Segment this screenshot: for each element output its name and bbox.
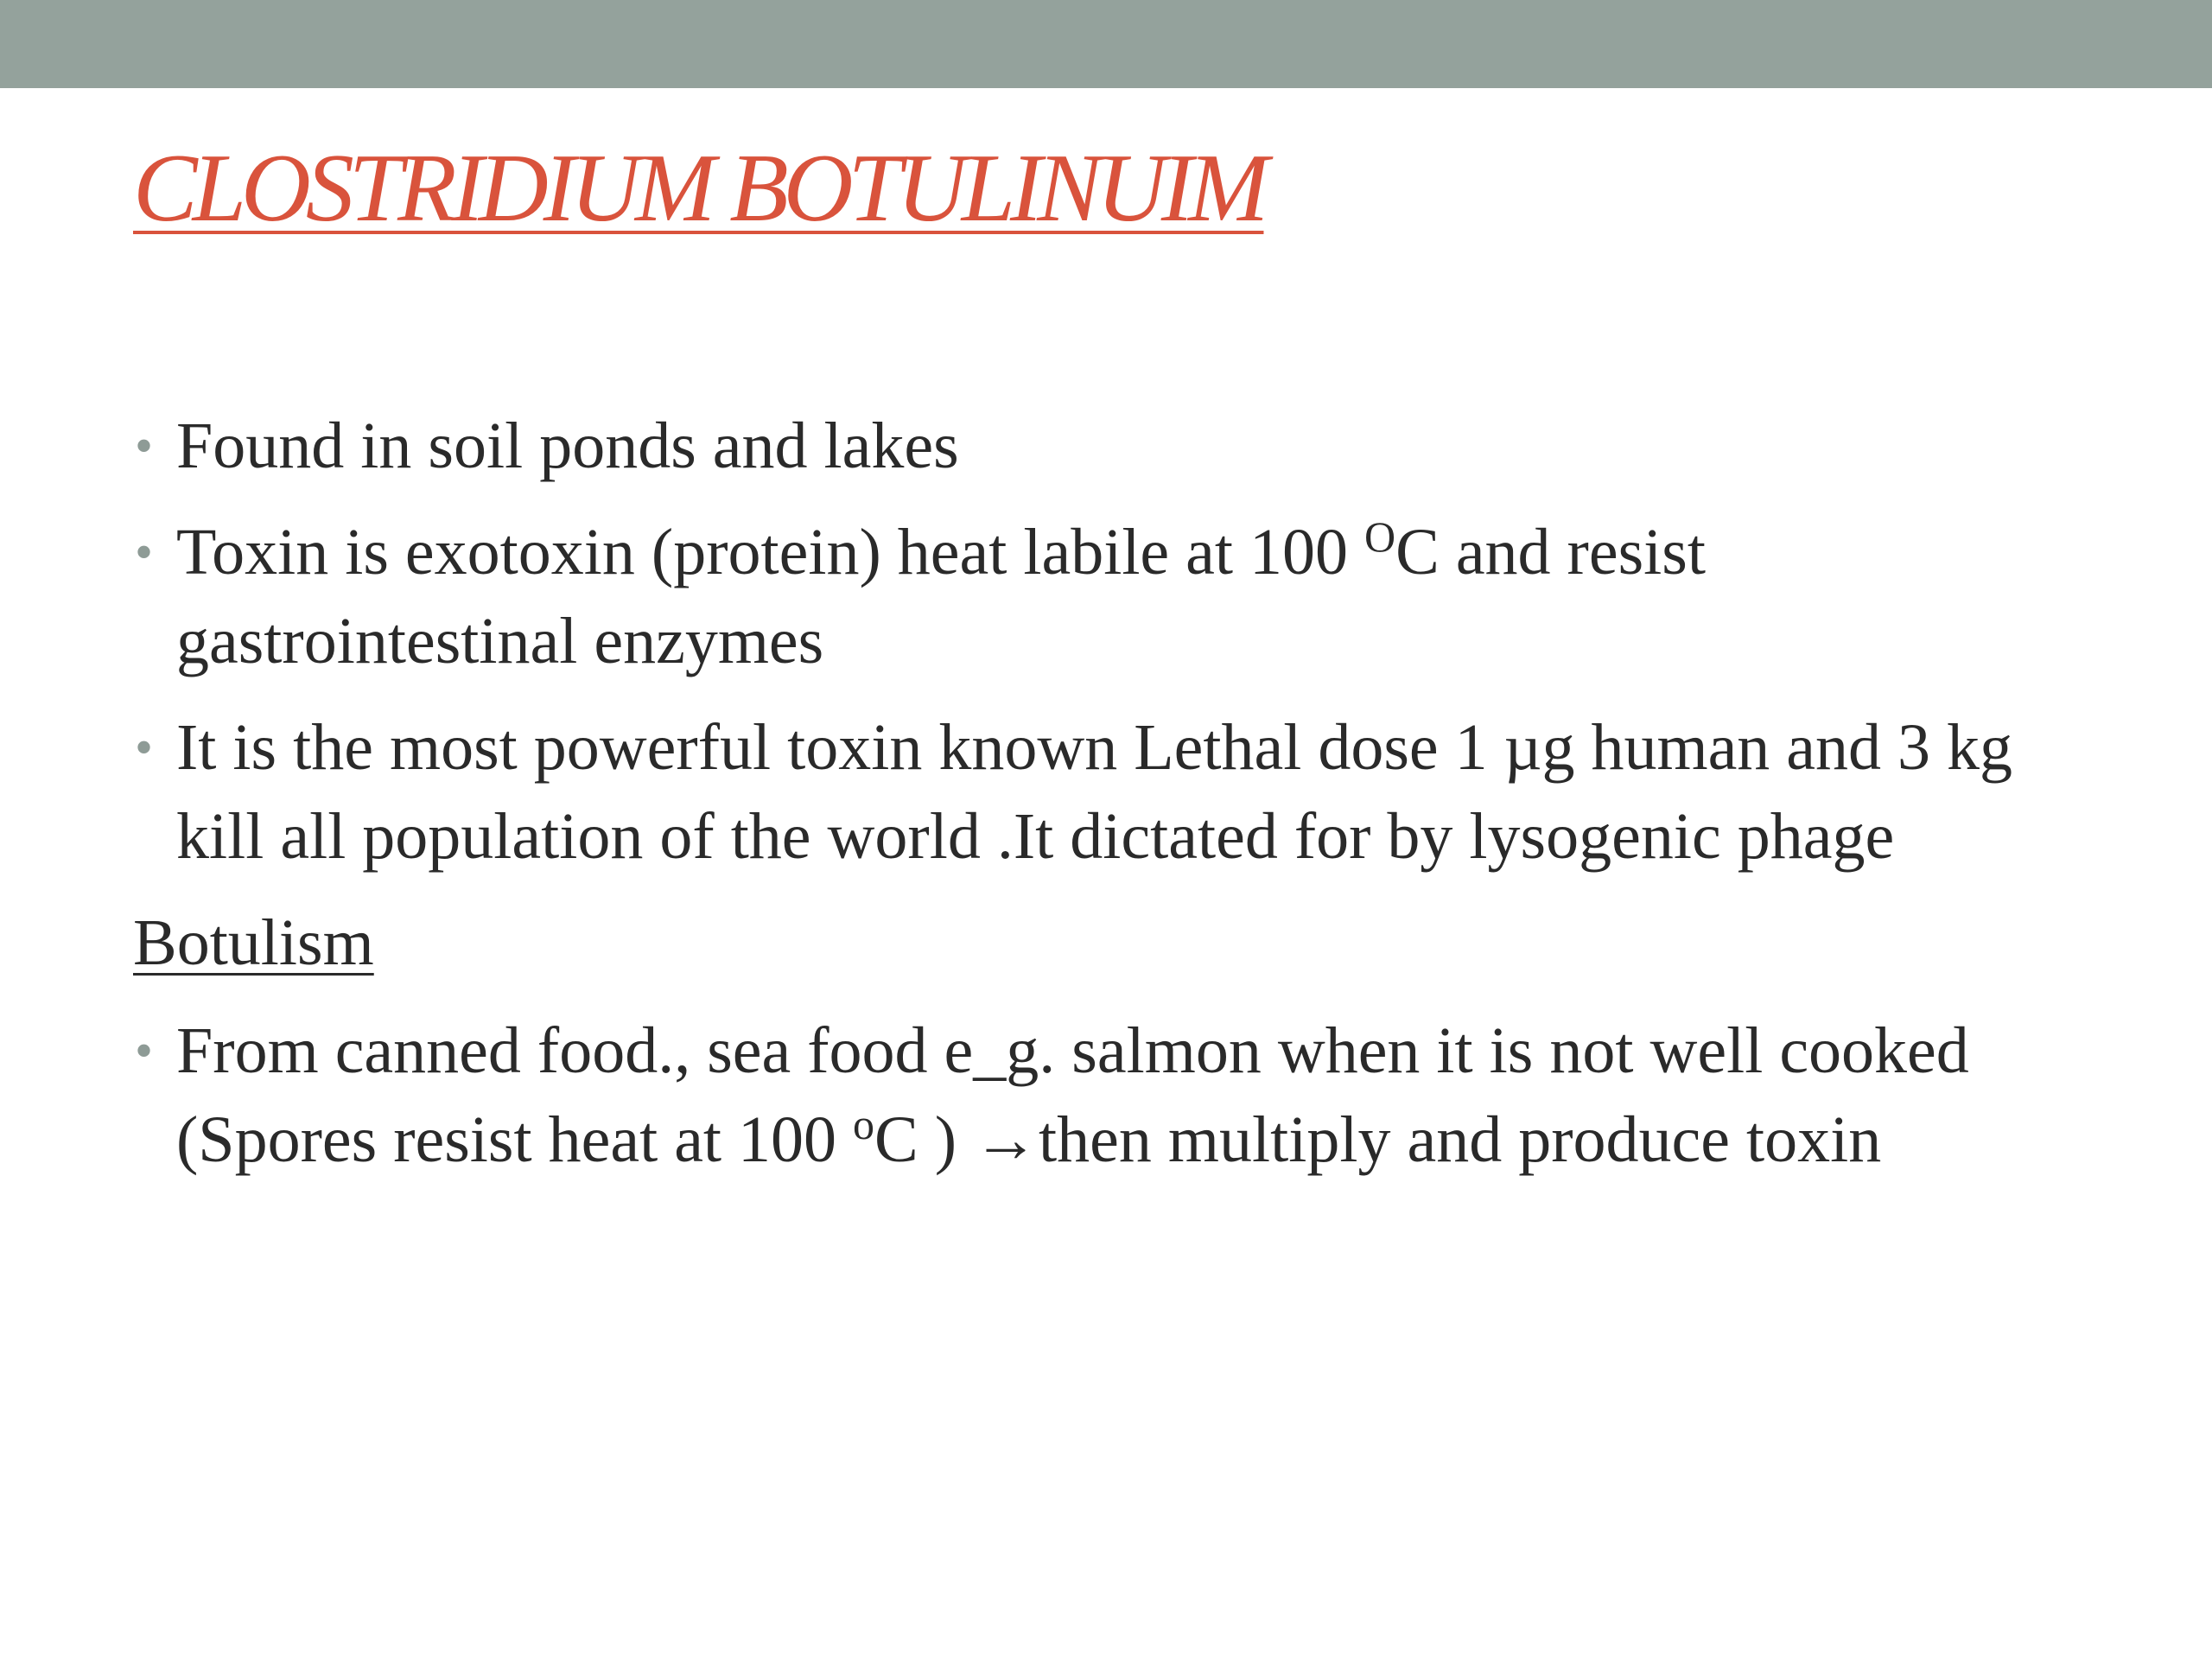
bullet-icon: • xyxy=(135,417,154,474)
bullet-text: Found in soil ponds and lakes xyxy=(176,410,959,482)
bullet-icon: • xyxy=(135,524,154,581)
degree-superscript: O xyxy=(1364,512,1396,561)
bullet-text-part: From canned food., sea food e_g. salmon when it is not well cooked (Spores resist heat at 100 xyxy=(176,1014,1969,1176)
section-heading: Botulism xyxy=(133,906,374,979)
bullet-item xyxy=(133,1007,2103,1185)
bullet-icon: • xyxy=(135,719,154,776)
bullet-text-part: C and resist gastrointestinal enzymes xyxy=(176,516,1706,677)
bullet-text: It is the most powerful toxin known Lethal dose 1 µg human and 3 kg kill all population of the world .It dictated for by lysogenic phage xyxy=(176,711,2013,873)
bullet-text-part: Toxin is exotoxin (protein) heat labile at 100 xyxy=(176,516,1365,588)
slide-content xyxy=(133,402,2103,1202)
slide-top-bar xyxy=(0,0,2212,88)
bullet-item xyxy=(133,703,2103,881)
bullet-item xyxy=(133,508,2103,686)
bullet-icon: • xyxy=(135,1022,154,1079)
slide-title: CLOSTRIDIUM BOTULINUIM xyxy=(133,135,1264,242)
bullet-text-part: C ) →then multiply and produce toxin xyxy=(874,1103,1882,1176)
degree-superscript: o xyxy=(853,1100,875,1148)
bullet-item xyxy=(133,402,2103,491)
